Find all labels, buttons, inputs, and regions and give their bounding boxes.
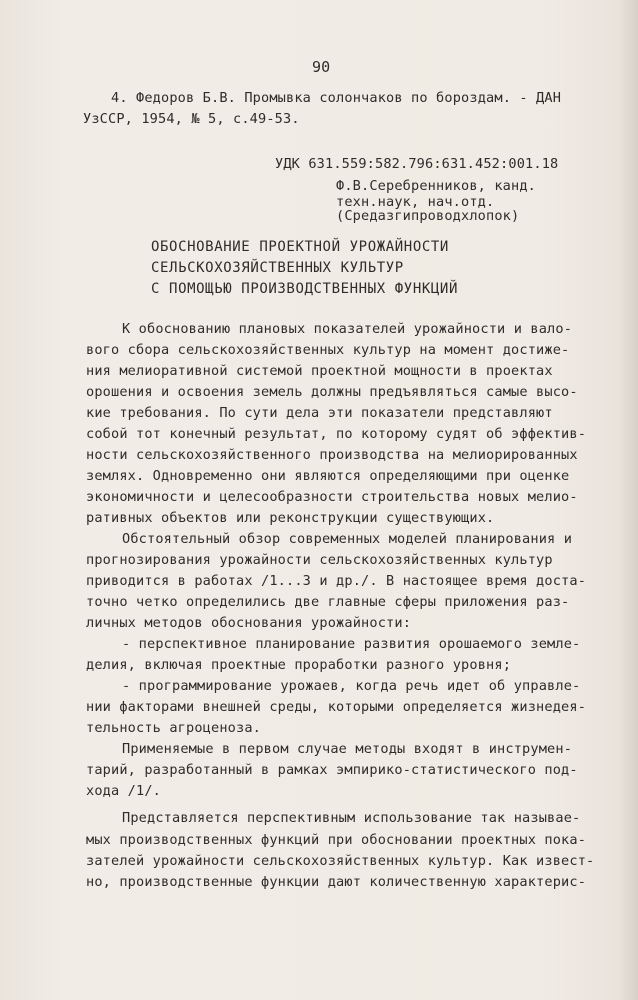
body-line: экономичности и целесообразности строительства новых мелио- [86,489,578,505]
body-line: ния мелиоративной системой проектной мощности в проектах [86,363,553,379]
reference-line-1: 4. Федоров Б.В. Промывка солончаков по бороздам. - ДАН [111,90,562,106]
author-line-2: техн.наук, нач.отд. [336,194,495,210]
body-line: точно четко определились две главные сферы приложения раз- [86,594,570,610]
body-line: ративных объектов или реконструкции существующих. [86,510,495,526]
author-line-3: (Средазгипроводхлопок) [336,208,520,224]
author-line-1: Ф.В.Серебренников, канд. [336,178,537,194]
body-line: землях. Одновременно они являются определяющими при оценке [86,468,570,484]
body-line: нии факторами внешней среды, которыми определяется жизнедея- [86,699,587,715]
body-line: хода /1/. [86,783,162,799]
body-line: зателей урожайности сельскохозяйственных культур. Как извест- [86,853,595,869]
body-line: Применяемые в первом случае методы входят в инструмен- [122,741,573,757]
page-number: 90 [312,58,331,76]
body-line: К обоснованию плановых показателей урожайности и вало- [122,321,573,337]
body-line: - перспективное планирование развития орошаемого земле- [122,636,581,652]
body-line: делия, включая проектные проработки разного уровня; [86,657,512,673]
udk-code: УДК 631.559:582.796:631.452:001.18 [275,156,559,172]
body-line: - программирование урожаев, когда речь идет об управле- [122,678,581,694]
body-line: собой тот конечный результат, по которому судят об эффектив- [86,426,587,442]
body-line: прогнозирования урожайности сельскохозяйственных культур [86,552,553,568]
title-line-2: СЕЛЬСКОХОЗЯЙСТВЕННЫХ КУЛЬТУР [151,260,404,276]
body-line: ности сельскохозяйственного производства на мелиорированных [86,447,578,463]
body-line: Обстоятельный обзор современных моделей планирования и [122,531,573,547]
body-line: приводится в работах /1...3 и др./. В настоящее время доста- [86,573,587,589]
title-line-3: С ПОМОЩЬЮ ПРОИЗВОДСТВЕННЫХ ФУНКЦИЙ [151,281,458,297]
reference-line-2: УзССР, 1954, № 5, с.49-53. [83,111,300,127]
body-line: тельность агроценоза. [86,720,262,736]
body-line: Представляется перспективным использование так называе- [122,810,581,826]
body-line: но, производственные функции дают количественную характерис- [86,874,587,890]
page-edge-shadow [618,0,638,1000]
body-line: кие требования. По сути дела эти показатели представляют [86,405,553,421]
body-line: мых производственных функций при обосновании проектных пока- [86,832,587,848]
body-line: вого сбора сельскохозяйственных культур на момент достиже- [86,342,570,358]
title-line-1: ОБОСНОВАНИЕ ПРОЕКТНОЙ УРОЖАЙНОСТИ [151,239,449,255]
body-line: личных методов обоснования урожайности: [86,615,412,631]
body-line: орошения и освоения земель должны предъявляться самые высо- [86,384,578,400]
body-line: тарий, разработанный в рамках эмпирико-статистического под- [86,762,578,778]
